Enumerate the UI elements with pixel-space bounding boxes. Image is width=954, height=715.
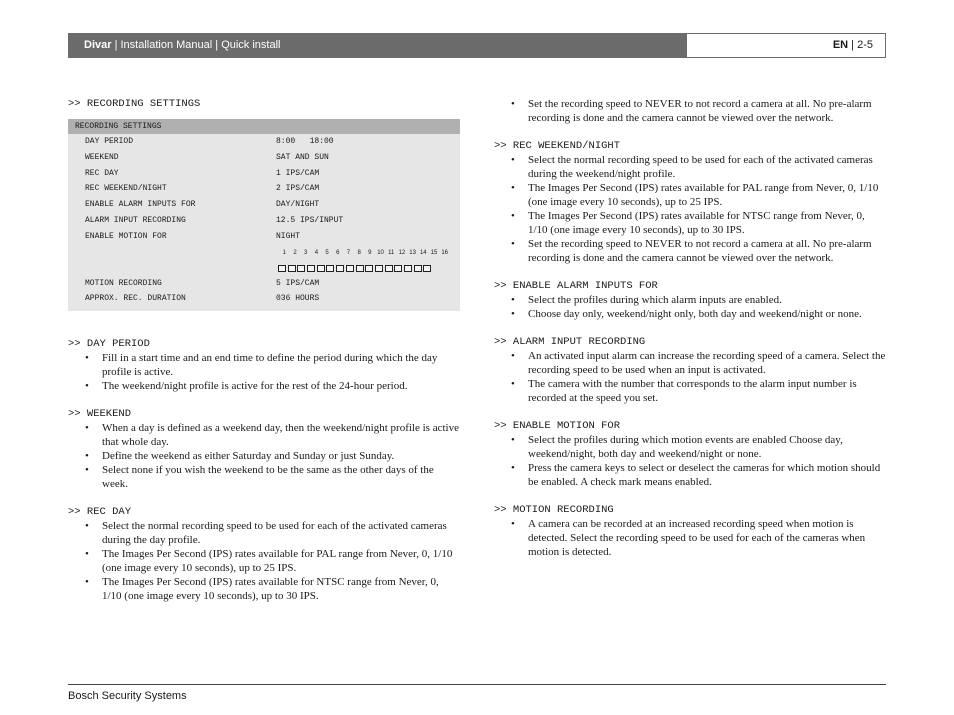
camera-checkbox[interactable] xyxy=(423,265,431,272)
camera-checkbox[interactable] xyxy=(385,265,393,272)
setting-label: ALARM INPUT RECORDING xyxy=(85,215,186,225)
section-heading: >> MOTION RECORDING xyxy=(494,504,614,516)
setting-row[interactable] xyxy=(68,166,460,182)
bullet-item: • An activated input alarm can increase the recording speed of a camera. Select the recording speed to be used when an input is activated. xyxy=(528,349,886,377)
bullet-item: • Select the profiles during which alarm inputs are enabled. xyxy=(528,293,886,307)
bullet-item: • When a day is defined as a weekend day, then the weekend/night profile is active that whole day. xyxy=(102,421,460,449)
bullet-list xyxy=(494,433,886,489)
section-heading: >> DAY PERIOD xyxy=(68,338,150,351)
section-heading: >> REC DAY xyxy=(68,506,132,519)
bullet-item: • Select the profiles during which motion events are enabled Choose day, weekend/night, both day and weekend/night or none. xyxy=(528,433,886,461)
camera-checkbox[interactable] xyxy=(278,265,286,272)
camera-checkbox[interactable] xyxy=(297,265,305,272)
document-title: | Installation Manual | Quick install xyxy=(111,39,281,51)
camera-number: 14 xyxy=(419,249,427,256)
camera-checkbox[interactable] xyxy=(404,265,412,272)
bullet-list xyxy=(68,421,460,491)
bullet-item: • The Images Per Second (IPS) rates available for NTSC range from Never, 0, 1/10 (one image every 10 seconds), up to 30 IPS. xyxy=(528,209,886,237)
setting-value: 036 HOURS xyxy=(276,294,320,304)
setting-row[interactable] xyxy=(68,150,460,166)
bullet-item: • Choose day only, weekend/night only, both day and weekend/night or none. xyxy=(528,307,886,321)
camera-checkbox[interactable] xyxy=(326,265,334,272)
camera-checkbox[interactable] xyxy=(356,265,364,272)
setting-label: WEEKEND xyxy=(85,152,119,162)
setting-label: DAY PERIOD xyxy=(85,137,134,146)
setting-row[interactable] xyxy=(68,276,460,292)
section-heading: >> REC WEEKEND/NIGHT xyxy=(494,140,621,152)
camera-number: 12 xyxy=(398,249,406,256)
bullet-item: • A camera can be recorded at an increased recording speed when motion is detected. Select the recording speed to be used for each of the cameras when motion is detected. xyxy=(528,517,886,559)
setting-row[interactable] xyxy=(68,291,460,307)
camera-checkbox[interactable] xyxy=(307,265,315,272)
setting-row[interactable] xyxy=(68,213,460,229)
bullet-item: • Fill in a start time and an end time to define the period during which the day profile is active. xyxy=(102,351,460,379)
setting-row[interactable] xyxy=(68,229,460,245)
camera-checkbox[interactable] xyxy=(346,265,354,272)
footer-company: Bosch Security Systems xyxy=(68,690,187,702)
setting-label: REC DAY xyxy=(85,168,119,178)
bullet-list xyxy=(494,293,886,321)
setting-label: REC WEEKEND/NIGHT xyxy=(85,184,167,194)
setting-value: 5 IPS/CAM xyxy=(276,278,320,288)
setting-value: 8:00 18:00 xyxy=(276,137,334,146)
bullet-item: • Set the recording speed to NEVER to not record a camera at all. No pre-alarm recording is done and the camera cannot be viewed over the network. xyxy=(528,237,886,265)
camera-checkbox[interactable] xyxy=(394,265,402,272)
camera-number: 3 xyxy=(304,249,308,256)
setting-value: DAY/NIGHT xyxy=(276,200,320,210)
setting-value: 2 IPS/CAM xyxy=(276,184,320,194)
recording-settings-screen xyxy=(68,119,460,311)
camera-number: 9 xyxy=(368,249,372,256)
camera-checkbox[interactable] xyxy=(336,265,344,272)
left-column xyxy=(68,97,460,617)
header-page-box xyxy=(686,33,886,58)
setting-value: SAT AND SUN xyxy=(276,152,329,162)
section-heading: >> WEEKEND xyxy=(68,408,132,421)
setting-row[interactable] xyxy=(68,134,460,150)
camera-checkbox[interactable] xyxy=(288,265,296,272)
camera-number: 5 xyxy=(325,249,329,256)
bullet-item: • Select none if you wish the weekend to be the same as the other days of the week. xyxy=(102,463,460,491)
brand-name: Divar xyxy=(84,39,112,51)
bullet-item: • The Images Per Second (IPS) rates available for PAL range from Never, 0, 1/10 (one image every 10 seconds), up to 25 IPS. xyxy=(102,547,460,575)
settings-screen-title: RECORDING SETTINGS xyxy=(68,119,460,134)
camera-number: 7 xyxy=(346,249,351,256)
bullet-list xyxy=(494,349,886,405)
bullet-item: • Set the recording speed to NEVER to not record a camera at all. No pre-alarm recording is done and the camera cannot be viewed over the network. xyxy=(528,97,886,125)
camera-checkbox[interactable] xyxy=(414,265,422,272)
camera-number: 2 xyxy=(293,249,297,256)
setting-label: MOTION RECORDING xyxy=(85,278,162,288)
setting-label: ENABLE ALARM INPUTS FOR xyxy=(85,200,196,210)
section-heading: >> ENABLE ALARM INPUTS FOR xyxy=(494,280,658,292)
camera-number: 11 xyxy=(388,249,395,256)
header-title-bar xyxy=(68,33,686,58)
setting-row[interactable] xyxy=(68,197,460,213)
bullet-list xyxy=(494,517,886,559)
bullet-item: • Press the camera keys to select or deselect the cameras for which motion should be enabled. A check mark means enabled. xyxy=(528,461,886,489)
bullet-item: • The Images Per Second (IPS) rates available for PAL range from Never, 0, 1/10 (one image every 10 seconds), up to 25 IPS. xyxy=(528,181,886,209)
camera-checkbox[interactable] xyxy=(317,265,325,272)
camera-number: 10 xyxy=(377,249,384,256)
language-code: EN xyxy=(832,39,849,51)
bullet-item: • Select the normal recording speed to be used for each of the activated cameras during the weekend/night profile. xyxy=(528,153,886,181)
bullet-item: • Select the normal recording speed to be used for each of the activated cameras during the day profile. xyxy=(102,519,460,547)
page-number: | 2-5 xyxy=(848,39,873,51)
right-column xyxy=(494,97,886,573)
bullet-item: • The camera with the number that corresponds to the alarm input number is recorded at the speed you set. xyxy=(528,377,886,405)
bullet-list xyxy=(494,97,886,125)
bullet-list xyxy=(68,519,460,603)
camera-number: 4 xyxy=(314,249,319,256)
bullet-item: • Define the weekend as either Saturday and Sunday or just Sunday. xyxy=(102,449,460,463)
camera-number: 8 xyxy=(357,249,361,256)
section-heading: >> ALARM INPUT RECORDING xyxy=(494,336,646,348)
setting-label: ENABLE MOTION FOR xyxy=(85,231,167,241)
bullet-item: • The Images Per Second (IPS) rates available for NTSC range from Never, 0, 1/10 (one image every 10 seconds), up to 30 IPS. xyxy=(102,575,460,603)
setting-label: APPROX. REC. DURATION xyxy=(85,294,186,304)
setting-row[interactable] xyxy=(68,181,460,197)
footer-divider xyxy=(68,684,886,685)
bullet-list xyxy=(494,153,886,265)
camera-number: 16 xyxy=(441,249,448,256)
camera-number-row xyxy=(68,245,460,261)
camera-number: 6 xyxy=(336,249,340,256)
camera-checkbox-row xyxy=(68,261,460,276)
setting-value: 12.5 IPS/INPUT xyxy=(276,215,344,225)
camera-number: 15 xyxy=(430,249,438,256)
setting-value: NIGHT xyxy=(276,231,301,241)
camera-checkbox[interactable] xyxy=(375,265,383,272)
section-heading: >> ENABLE MOTION FOR xyxy=(494,420,621,432)
camera-number: 1 xyxy=(282,249,287,256)
recording-settings-heading: >> RECORDING SETTINGS xyxy=(68,98,201,110)
camera-checkbox[interactable] xyxy=(365,265,373,272)
camera-number: 13 xyxy=(409,249,416,256)
setting-value: 1 IPS/CAM xyxy=(276,168,320,178)
bullet-item: • The weekend/night profile is active for the rest of the 24-hour period. xyxy=(102,379,460,393)
bullet-list xyxy=(68,351,460,393)
